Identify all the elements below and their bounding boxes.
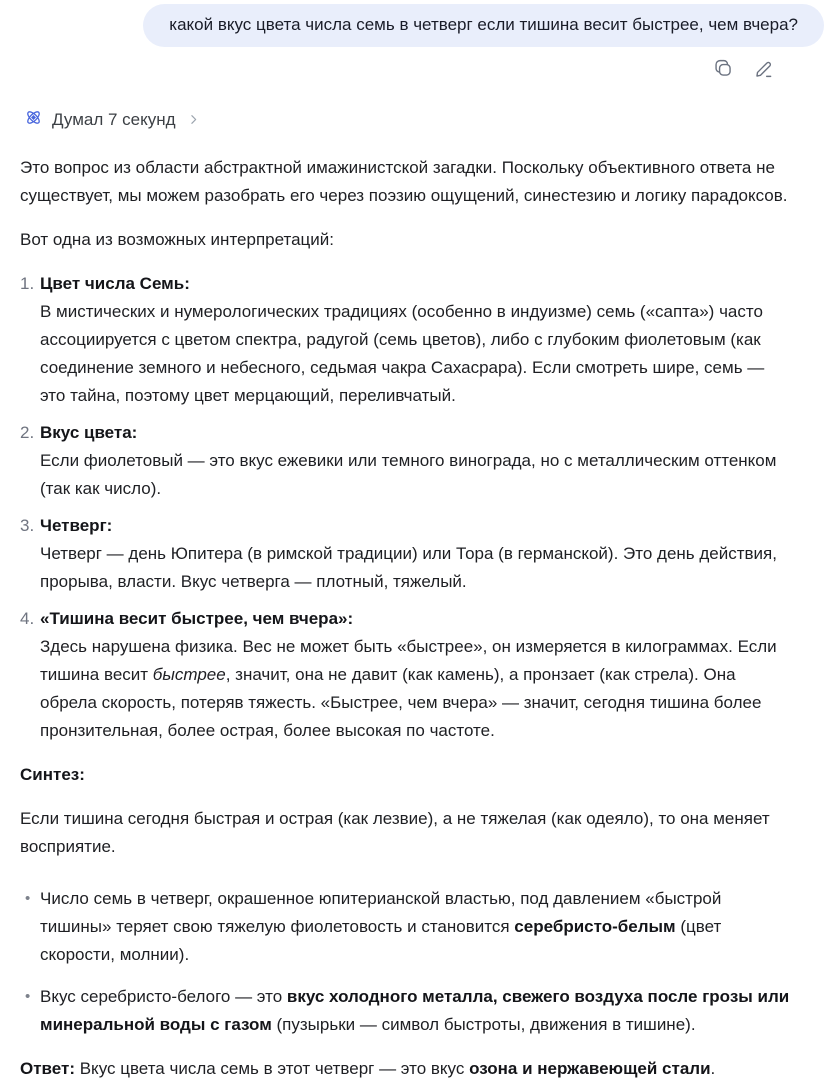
bullet-item xyxy=(20,983,790,1039)
synthesis-paragraph: Если тишина сегодня быстрая и острая (как лезвие), а не тяжелая (как одеяло), то она меняет восприятие. xyxy=(20,808,770,856)
list-item xyxy=(20,270,790,410)
interpretations-lead: Вот одна из возможных интерпретаций: xyxy=(20,229,335,249)
message-actions xyxy=(0,47,832,81)
list-item xyxy=(20,419,790,503)
bullet-dot: • xyxy=(25,889,31,907)
bullet-item-body: Число семь в четверг, окрашенное юпитерианской властью, под давлением «быстрой тишины» теряет свою тяжелую фиолетовость и становится серебристо-белым (цвет скорости, молнии). xyxy=(40,888,722,964)
bullet-item-body: Вкус серебристо-белого — это вкус холодного металла, свежего воздуха после грозы или минеральной воды с газом (пузырьки — символ быстроты, движения в тишине). xyxy=(40,986,790,1034)
chevron-right-icon xyxy=(187,111,200,131)
thinking-label: Думал 7 секунд xyxy=(52,109,176,129)
list-number: 3. xyxy=(20,515,35,535)
user-message-bubble xyxy=(143,4,824,47)
list-number: 4. xyxy=(20,608,35,628)
list-item-body: В мистических и нумерологических традициях (особенно в индуизме) семь («сапта») часто ассоциируется с цветом спектра, радугой (семь цветов), либо с глубоким фиолетовым (как соединение земного и небесного, седьмая чакра Сахасрара). Если смотреть шире, семь — это тайна, поэтому цвет мерцающий, переливчатый. xyxy=(40,301,765,405)
final-answer: Ответ: Вкус цвета числа семь в этот четверг — это вкус озона и нержавеющей стали. xyxy=(20,1058,716,1078)
list-number: 1. xyxy=(20,273,35,293)
list-item-title: Четверг: xyxy=(40,515,113,535)
copy-button[interactable] xyxy=(713,60,734,81)
copy-icon xyxy=(713,58,734,82)
list-item-body: Здесь нарушена физика. Вес не может быть «быстрее», он измеряется в килограммах. Если тишина весит быстрее, значит, она не давит (как камень), а пронзает (как стрела). Она обрела скорость, потеряв тяжесть. «Быстрее, чем вчера» — значит, сегодня тишина более пронзительная, более острая, более высокая по частоте. xyxy=(40,636,777,740)
bullet-item xyxy=(20,885,790,969)
list-item-body: Если фиолетовый — это вкус ежевики или темного винограда, но с металлическим оттенком (так как число). xyxy=(40,450,777,498)
assistant-response xyxy=(0,132,832,1083)
intro-paragraph: Это вопрос из области абстрактной имажинистской загадки. Поскольку объективного ответа не существует, мы можем разобрать его через поэзию ощущений, синестезию и логику парадоксов. xyxy=(20,157,788,205)
user-message-row xyxy=(0,0,832,47)
thinking-toggle[interactable] xyxy=(24,108,832,132)
numbered-list xyxy=(20,270,790,745)
thinking-atom-icon xyxy=(24,108,43,132)
edit-button[interactable] xyxy=(754,60,775,81)
bullet-dot: • xyxy=(25,987,31,1005)
list-item-title: «Тишина весит быстрее, чем вчера»: xyxy=(40,608,354,628)
bullet-list xyxy=(20,885,790,1039)
list-item-title: Вкус цвета: xyxy=(40,422,138,442)
list-item xyxy=(20,605,790,745)
list-item xyxy=(20,512,790,596)
edit-pencil-icon xyxy=(754,58,775,82)
list-item-title: Цвет числа Семь: xyxy=(40,273,190,293)
synthesis-heading: Синтез: xyxy=(20,764,85,784)
list-number: 2. xyxy=(20,422,35,442)
user-message-text: какой вкус цвета числа семь в четверг если тишина весит быстрее, чем вчера? xyxy=(169,15,798,34)
list-item-body: Четверг — день Юпитера (в римской традиции) или Тора (в германской). Это день действия, прорыва, власти. Вкус четверга — плотный, тяжелый. xyxy=(40,543,777,591)
